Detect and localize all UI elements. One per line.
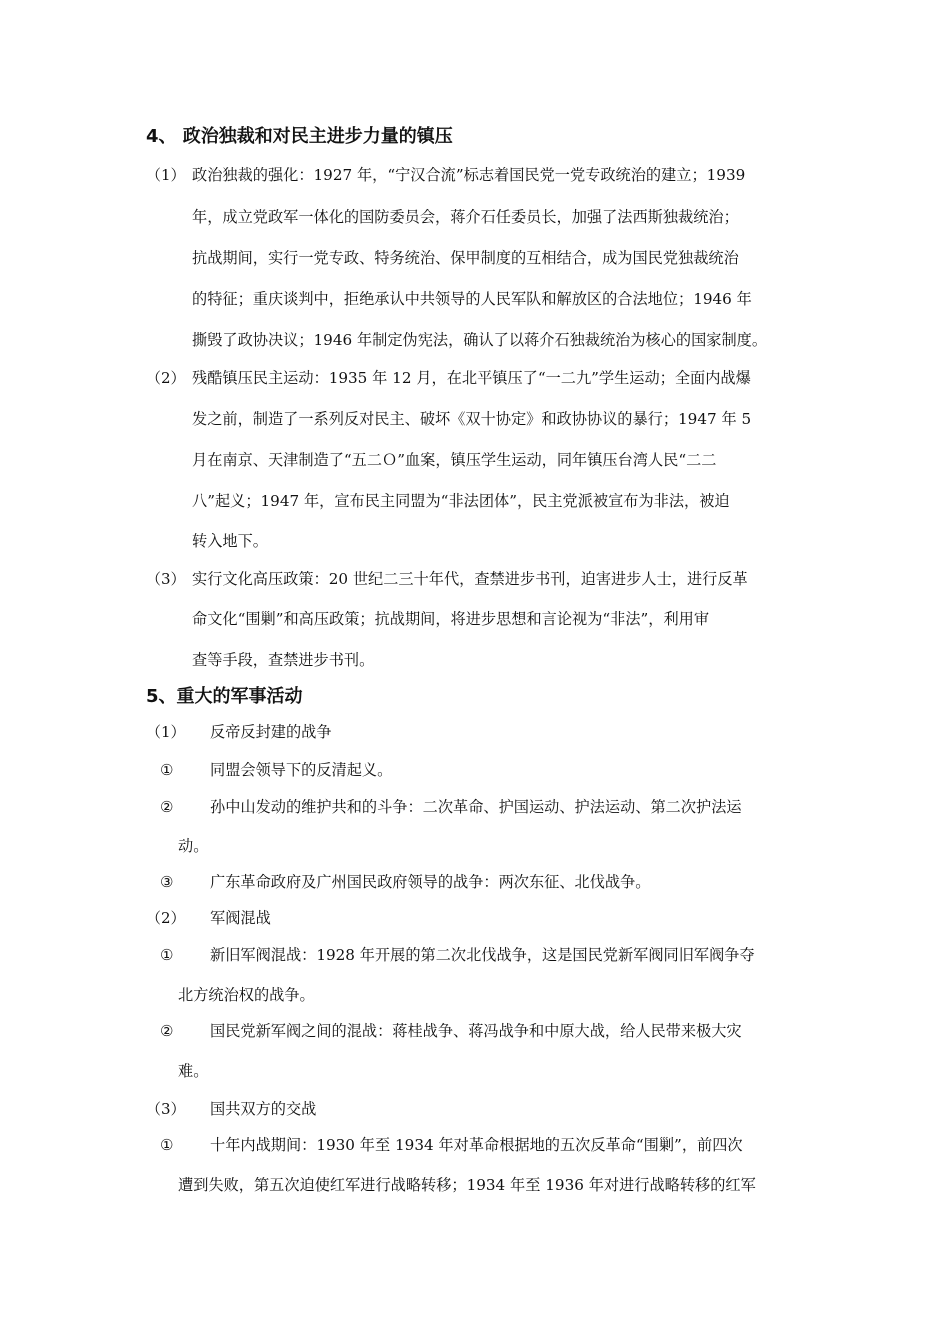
paragraph-line: 同盟会领导下的反清起义。 — [210, 761, 393, 779]
circled-number-marker: ① — [160, 761, 174, 779]
paragraph-line: 孙中山发动的维护共和的斗争：二次革命、护国运动、护法运动、第二次护法运 — [210, 798, 742, 816]
paragraph-line: 抗战期间，实行一党专政、特务统治、保甲制度的互相结合，成为国民党独裁统治 — [192, 249, 739, 267]
sub-marker-5-3: （3） — [146, 1100, 186, 1118]
item-marker-4-1: （1） — [146, 166, 186, 184]
section-4-heading: 4、 政治独裁和对民主进步力量的镇压 — [146, 126, 453, 147]
circled-number-marker: ② — [160, 798, 174, 816]
circled-number-marker: ② — [160, 1022, 174, 1040]
subsection-title: 军阀混战 — [210, 909, 271, 927]
paragraph-line: 十年内战期间：1930 年至 1934 年对革命根据地的五次反革命“围剿”，前四次 — [210, 1136, 743, 1154]
item-marker-4-3: （3） — [146, 570, 186, 588]
paragraph-line: 的特征；重庆谈判中，拒绝承认中共领导的人民军队和解放区的合法地位；1946 年 — [192, 290, 752, 308]
circled-number-marker: ① — [160, 1136, 174, 1154]
paragraph-line: 查等手段，查禁进步书刊。 — [192, 651, 375, 669]
paragraph-line: 广东革命政府及广州国民政府领导的战争：两次东征、北伐战争。 — [210, 873, 651, 891]
paragraph-line: 撕毁了政协决议；1946 年制定伪宪法，确认了以蒋介石独裁统治为核心的国家制度。 — [192, 331, 768, 349]
sub-marker-5-1: （1） — [146, 723, 186, 741]
circled-number-marker: ① — [160, 946, 174, 964]
paragraph-line: 八”起义；1947 年，宣布民主同盟为“非法团体”，民主党派被宣布为非法，被迫 — [192, 492, 730, 510]
paragraph-line: 实行文化高压政策：20 世纪二三十年代，查禁进步书刊，迫害进步人士，进行反革 — [192, 570, 748, 588]
paragraph-line: 政治独裁的强化：1927 年，“宁汉合流”标志着国民党一党专政统治的建立；1939 — [192, 166, 746, 184]
paragraph-line: 遭到失败，第五次迫使红军进行战略转移；1934 年至 1936 年对进行战略转移的红军 — [178, 1176, 756, 1194]
paragraph-line: 难。 — [178, 1062, 209, 1080]
paragraph-line: 动。 — [178, 837, 209, 855]
paragraph-line: 国民党新军阀之间的混战：蒋桂战争、蒋冯战争和中原大战，给人民带来极大灾 — [210, 1022, 742, 1040]
item-marker-4-2: （2） — [146, 369, 186, 387]
paragraph-line: 转入地下。 — [192, 532, 268, 550]
paragraph-line: 年，成立党政军一体化的国防委员会，蒋介石任委员长，加强了法西斯独裁统治； — [192, 208, 739, 226]
paragraph-line: 月在南京、天津制造了“五二Ｏ”血案，镇压学生运动，同年镇压台湾人民“二二 — [192, 451, 717, 469]
paragraph-line: 残酷镇压民主运动：1935 年 12 月，在北平镇压了“一二九”学生运动；全面内战爆 — [192, 369, 751, 387]
paragraph-line: 新旧军阀混战：1928 年开展的第二次北伐战争，这是国民党新军阀同旧军阀争夺 — [210, 946, 755, 964]
paragraph-line: 发之前，制造了一系列反对民主、破坏《双十协定》和政协协议的暴行；1947 年 5 — [192, 410, 752, 428]
subsection-title: 反帝反封建的战争 — [210, 723, 332, 741]
paragraph-line: 北方统治权的战争。 — [178, 986, 315, 1004]
section-5-heading: 5、重大的军事活动 — [146, 686, 303, 707]
paragraph-line: 命文化“围剿”和高压政策；抗战期间，将进步思想和言论视为“非法”，利用审 — [192, 610, 710, 628]
sub-marker-5-2: （2） — [146, 909, 186, 927]
subsection-title: 国共双方的交战 — [210, 1100, 317, 1118]
circled-number-marker: ③ — [160, 873, 174, 891]
